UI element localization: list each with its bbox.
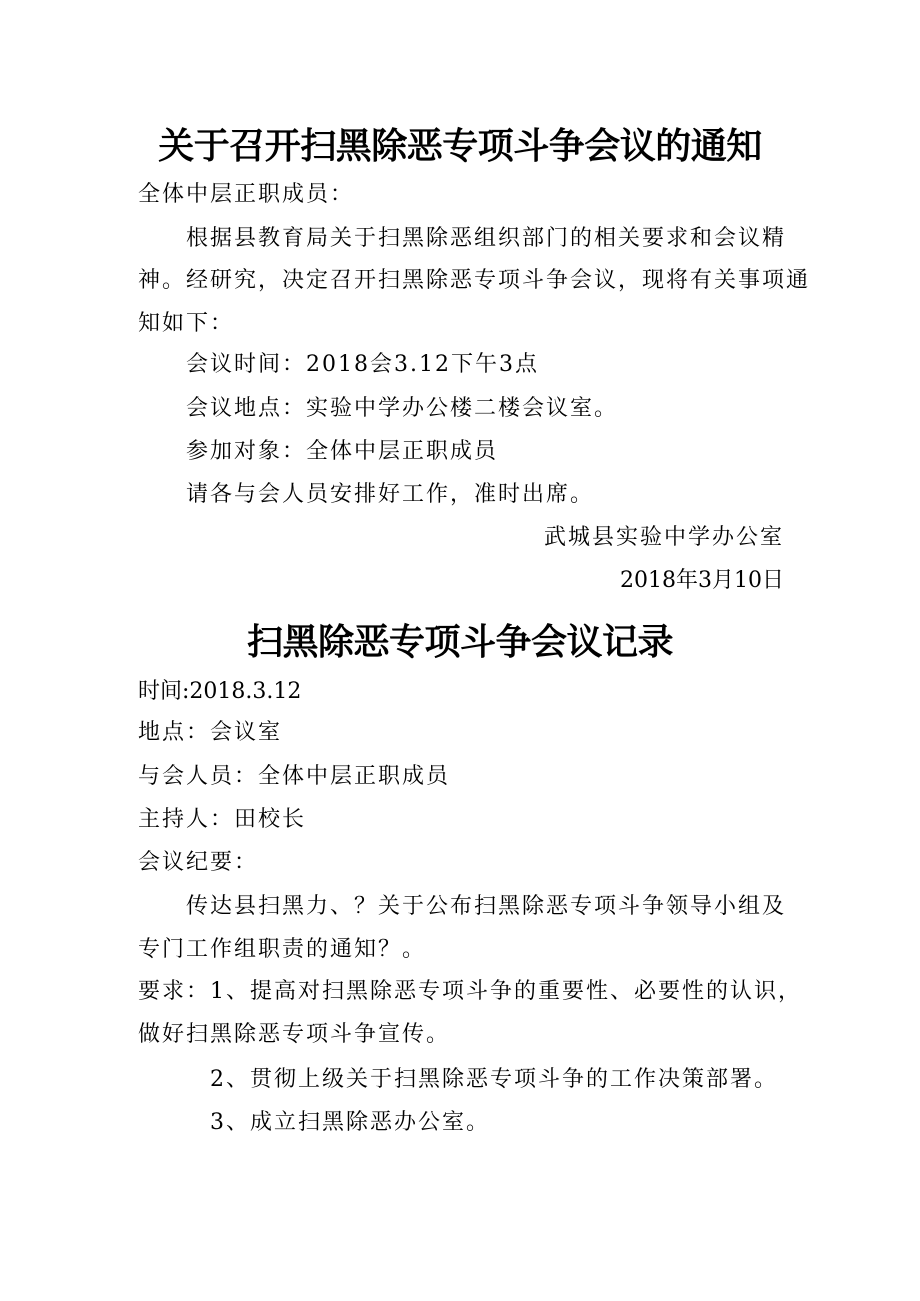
minutes-participants: 与会人员：全体中层正职成员 (138, 764, 451, 789)
notice-meeting-place: 会议地点：实验中学办公楼二楼会议室。 (186, 396, 619, 421)
notice-recipient: 全体中层正职成员： (138, 182, 355, 207)
notice-attendees: 参加对象：全体中层正职成员 (186, 439, 499, 464)
minutes-place: 地点：会议室 (138, 720, 283, 745)
minutes-summary-label: 会议纪要： (138, 850, 259, 875)
minutes-summary-line: 传达县扫黑力、？关于公布扫黑除恶专项斗争领导小组及 (186, 894, 787, 919)
notice-issuer: 武城县实验中学办公室 (543, 525, 784, 550)
minutes-title: 扫黑除恶专项斗争会议记录 (246, 622, 673, 663)
minutes-summary-line: 专门工作组职责的通知？。 (138, 937, 427, 962)
minutes-requirement-item: 2、贯彻上级关于扫黑除恶专项斗争的工作决策部署。 (210, 1067, 778, 1092)
minutes-requirement-line: 做好扫黑除恶专项斗争宣传。 (138, 1022, 451, 1047)
notice-title: 关于召开扫黑除恶专项斗争会议的通知 (158, 126, 762, 167)
notice-body-line: 根据县教育局关于扫黑除恶组织部门的相关要求和会议精 (186, 226, 787, 251)
notice-meeting-time: 会议时间：2018会3.12下午3点 (186, 352, 539, 377)
notice-request: 请各与会人员安排好工作，准时出席。 (186, 482, 595, 507)
minutes-time: 时间:2018.3.12 (138, 679, 302, 704)
minutes-requirement-line: 要求：1、提高对扫黑除恶专项斗争的重要性、必要性的认识， (138, 979, 802, 1004)
minutes-requirement-item: 3、成立扫黑除恶办公室。 (210, 1110, 490, 1135)
minutes-host: 主持人：田校长 (138, 807, 307, 832)
notice-body-line: 神。经研究，决定召开扫黑除恶专项斗争会议，现将有关事项通 (138, 268, 811, 293)
notice-body-line: 知如下： (138, 311, 235, 336)
notice-date: 2018年3月10日 (620, 568, 784, 593)
